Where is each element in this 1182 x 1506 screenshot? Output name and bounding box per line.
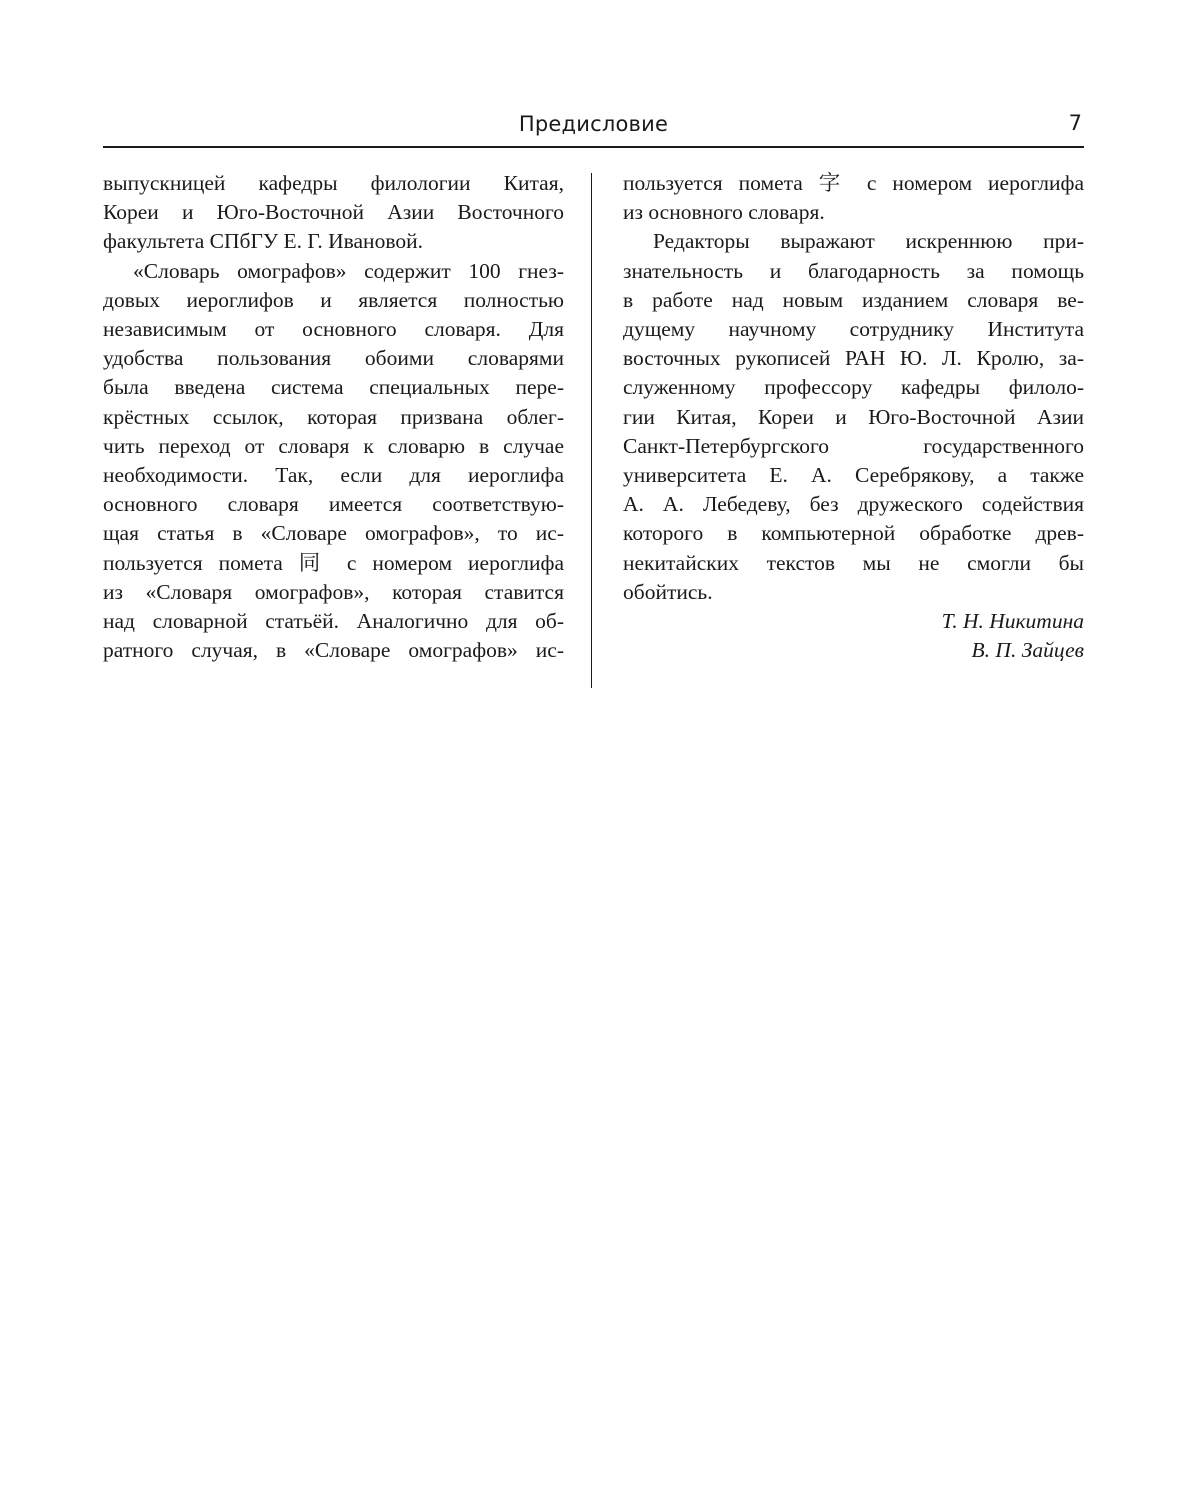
- text-line: пользуется помета 同 с номером иероглифа: [103, 550, 564, 575]
- page-title: Предисловие: [518, 112, 669, 136]
- page-number: 7: [1068, 111, 1082, 135]
- text-line: обойтись.: [623, 579, 713, 604]
- text-line: независимым от основного словаря. Для: [103, 317, 564, 342]
- text-line: довых иероглифов и является полностью: [103, 287, 564, 312]
- text-line: Редакторы выражают искреннюю при-: [653, 229, 1084, 254]
- text-line: из «Словаря омографов», которая ставится: [103, 579, 564, 604]
- text-line: над словарной статьёй. Аналогично для об-: [103, 609, 564, 634]
- left-column: [103, 169, 564, 665]
- running-header: [103, 110, 1084, 148]
- text-line: знательность и благодарность за помощь: [623, 258, 1084, 283]
- text-line: А. А. Лебедеву, без дружеского содействия: [623, 492, 1084, 517]
- text-line: Санкт-Петербургского государственного: [623, 433, 1084, 458]
- text-line: необходимости. Так, если для иероглифа: [103, 463, 564, 488]
- text-line: щая статья в «Словаре омографов», то ис-: [103, 521, 564, 546]
- text-line: Кореи и Юго-Восточной Азии Восточного: [103, 200, 564, 225]
- text-line: основного словаря имеется соответствую-: [103, 492, 564, 517]
- right-column: [623, 169, 1084, 665]
- text-line: из основного словаря.: [623, 200, 825, 225]
- text-line: университета Е. А. Серебрякову, а также: [623, 463, 1084, 488]
- text-line: чить переход от словаря к словарю в случае: [103, 433, 564, 458]
- text-line: факультета СПбГУ Е. Г. Ивановой.: [103, 229, 423, 254]
- text-line: служенному профессору кафедры филоло-: [623, 375, 1084, 400]
- text-line: удобства пользования обоими словарями: [103, 346, 564, 371]
- text-line: гии Китая, Кореи и Юго-Восточной Азии: [623, 404, 1084, 429]
- text-line: некитайских текстов мы не смогли бы: [623, 550, 1084, 575]
- text-line: в работе над новым изданием словаря ве-: [623, 287, 1084, 312]
- text-line: ратного случая, в «Словаре омографов» ис-: [103, 638, 564, 663]
- text-line: крёстных ссылок, которая призвана облег-: [103, 404, 564, 429]
- text-line: пользуется помета 字 с номером иероглифа: [623, 171, 1084, 195]
- signature-nikitina: Т. Н. Никитина: [941, 609, 1084, 634]
- text-line: была введена система специальных пере-: [103, 375, 564, 400]
- text-line: дущему научному сотруднику Института: [623, 317, 1084, 342]
- text-line: «Словарь омографов» содержит 100 гнез-: [133, 258, 564, 283]
- text-line: восточных рукописей РАН Ю. Л. Кролю, за-: [623, 346, 1084, 371]
- text-line: которого в компьютерной обработке древ-: [623, 521, 1084, 546]
- signature-zaytsev: В. П. Зайцев: [971, 638, 1084, 663]
- text-line: выпускницей кафедры филологии Китая,: [103, 171, 564, 195]
- column-divider: [591, 173, 592, 688]
